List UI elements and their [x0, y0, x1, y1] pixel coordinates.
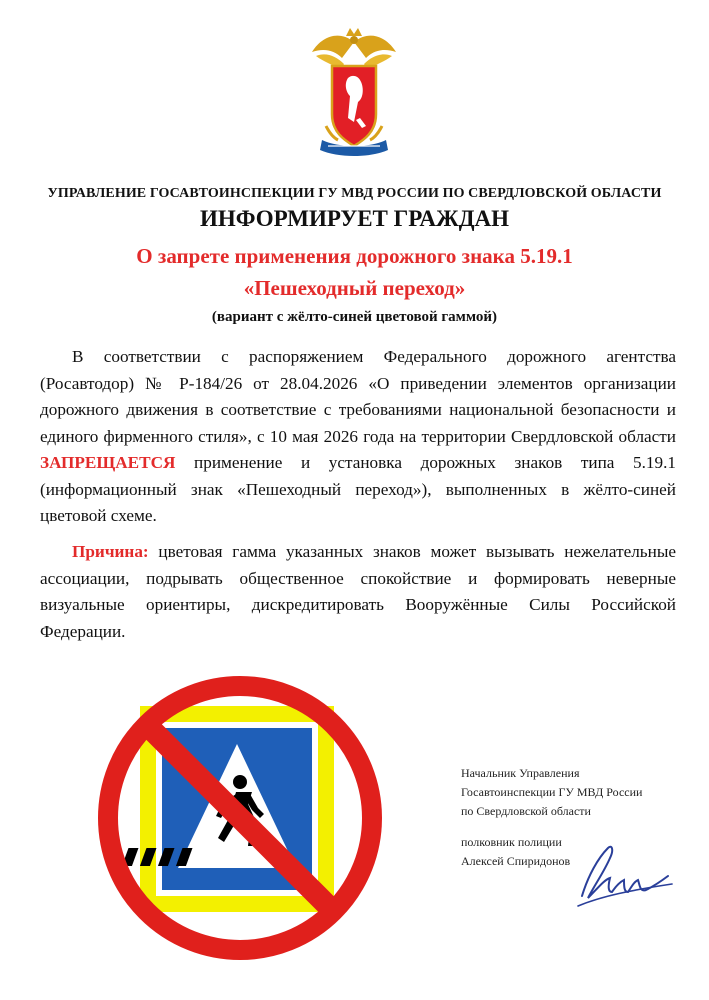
document-title-line-2: «Пешеходный переход» [243, 276, 466, 300]
paragraph-1-text-start: В соответствии с распоряжением Федерального дорожного агентства (Росавтодор) № Р-184/26 от 28.04.2026 «О приведении элементов организации дорожного движения в соответствие с требованиями национальной безопасности и единого фирменного стиля», с 10 мая 2026 года на территории Свердловской области [40, 347, 676, 446]
body-paragraph-2 [40, 539, 676, 645]
organization-title: УПРАВЛЕНИЕ ГОСАВТОИНСПЕКЦИИ ГУ МВД РОССИИ ПО СВЕРДЛОВСКОЙ ОБЛАСТИ [47, 186, 662, 201]
position-line-1: Начальник Управления [461, 766, 580, 780]
prohibited-emphasis: ЗАПРЕЩАЕТСЯ [40, 453, 176, 472]
document-title-line-1: О запрете применения дорожного знака 5.19.1 [136, 244, 573, 268]
mvd-emblem-icon [304, 22, 404, 172]
signatory-name: Алексей Спиридонов [461, 854, 571, 868]
paragraph-1-text-end: применение и установка дорожных знаков типа 5.19.1 (информационный знак «Пешеходный переход»), выполненных в жёлто-синей цветовой схеме. [40, 453, 676, 525]
signatory-rank: полковник полиции [461, 835, 562, 849]
position-line-2: Госавтоинспекции ГУ МВД России [461, 785, 643, 799]
document-subtitle: (вариант с жёлто-синей цветовой гаммой) [211, 309, 498, 325]
signatory-name-block [461, 833, 570, 871]
inform-heading: ИНФОРМИРУЕТ ГРАЖДАН [199, 206, 510, 231]
position-line-3: по Свердловской области [461, 804, 591, 818]
signatory-position [461, 764, 642, 821]
body-paragraph-1 [40, 344, 676, 530]
reason-label: Причина: [72, 542, 149, 561]
handwritten-signature-icon [568, 836, 678, 916]
reason-text: цветовая гамма указанных знаков может вызывать нежелательные ассоциации, подрывать общественное спокойствие и формировать неверные визуальные ориентиры, дискредитировать Вооружённые Силы Российской Федерации. [40, 542, 676, 641]
prohibited-pedestrian-crossing-sign-icon [90, 668, 390, 988]
